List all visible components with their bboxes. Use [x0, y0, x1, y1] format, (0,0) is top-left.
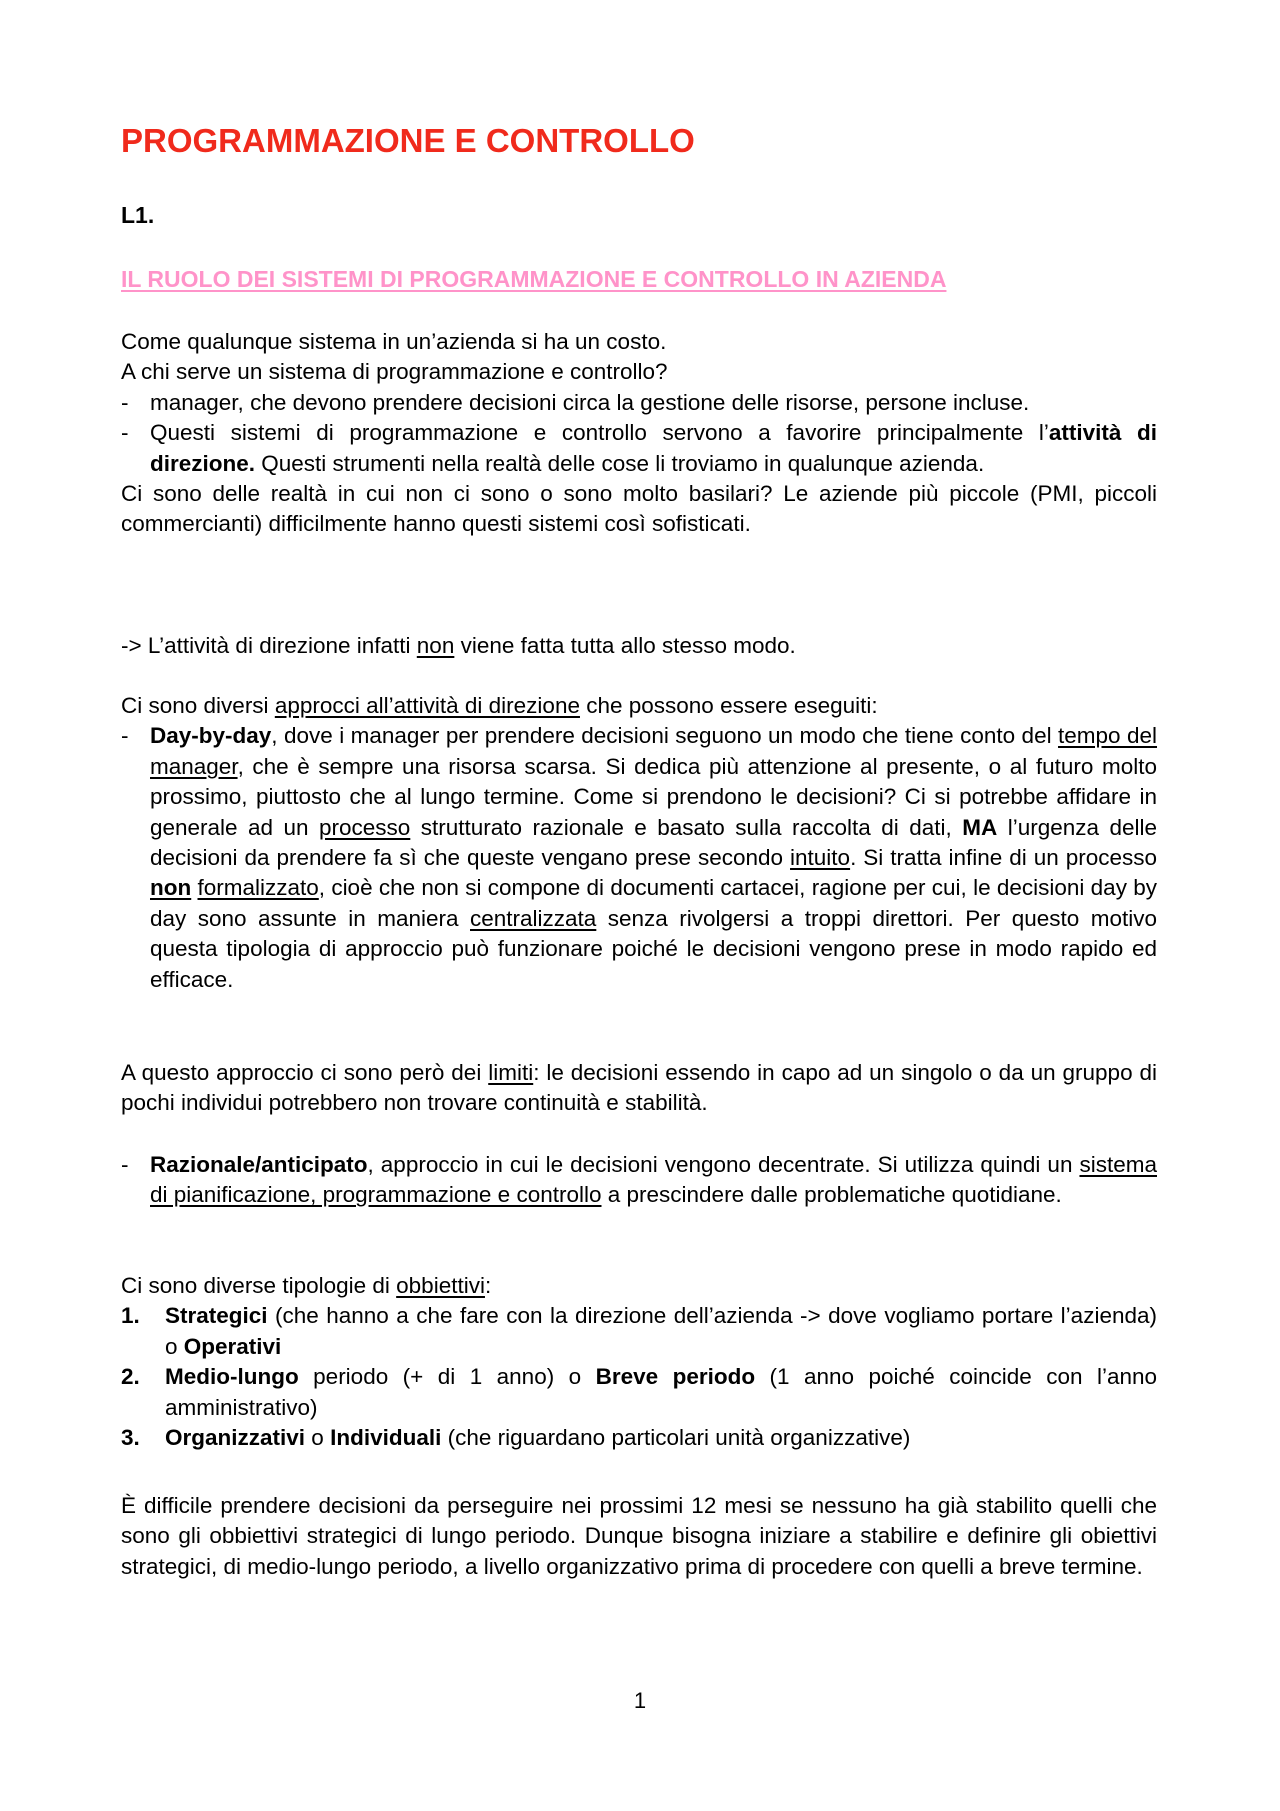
bold-text: Individuali: [330, 1425, 442, 1451]
text-run: , approccio in cui le decisioni vengono decentrate. Si utilizza quindi un: [367, 1152, 1080, 1177]
text-run: È difficile prendere decisioni da perseguire nei prossimi 12 mesi se nessuno ha già stabilito quelli che sono gli obbiettivi strategici di lungo periodo. Dunque bisogna iniziare a stabilire e definire gli obiettivi strategici, di medio-lungo periodo, a livello organizzativo prima di procedere con quelli a breve termine.: [121, 1493, 1157, 1579]
bold-text: Organizzativi: [165, 1425, 306, 1451]
text-run: Questi strumenti nella realtà delle cose li troviamo in qualunque azienda.: [255, 450, 985, 476]
text-run: : le decisioni essendo in capo ad un singolo o da un gruppo di pochi individui potrebbero non trovare continuità e stabilità.: [121, 1060, 1157, 1116]
paragraph: [121, 691, 1157, 721]
paragraph: [121, 1058, 1157, 1119]
bold-text: Operativi: [183, 1333, 282, 1359]
text-run: A questo approccio ci sono però dei: [121, 1060, 489, 1085]
bold-text: Medio-lungo: [165, 1364, 299, 1390]
text-run: A chi serve un sistema di programmazione e controllo?: [121, 359, 668, 385]
text-run: viene fatta tutta allo stesso modo.: [454, 633, 796, 658]
text-run: manager, che devono prendere decisioni circa la gestione delle risorse, persone incluse.: [150, 389, 1030, 415]
paragraph: [121, 479, 1157, 540]
paragraph-block: [121, 1271, 1157, 1453]
bullet-list-item: [121, 1150, 1157, 1211]
numbered-list-item: [121, 1301, 1157, 1362]
underlined-text: limiti: [488, 1060, 534, 1085]
list-marker: 1.: [121, 1303, 140, 1329]
text-run: periodo (+ di 1 anno) o: [298, 1364, 596, 1390]
list-marker: -: [121, 1152, 129, 1177]
underlined-text: non: [416, 633, 455, 658]
paragraph-block: [121, 631, 1157, 661]
underlined-text: approcci all’attività di direzione: [274, 693, 580, 718]
bold-text: non: [150, 875, 192, 901]
text-run: Come qualunque sistema in un’azienda si ha un costo.: [121, 329, 667, 354]
text-run: o: [305, 1425, 331, 1451]
underlined-text: sistema di pianificazione, programmazione e controllo: [150, 1152, 1157, 1208]
bold-text: MA: [962, 814, 998, 840]
text-run: , che è sempre una risorsa scarsa. Si dedica più attenzione al presente, o al futuro molto prossimo, piuttosto che al lungo termine. Come si prendono le decisioni? Ci si potrebbe affidare in generale ad un: [150, 753, 1157, 840]
text-run: . Si tratta infine di un processo: [850, 845, 1157, 871]
text-run: l’urgenza delle decisioni da prendere fa sì che queste vengano prese secondo: [150, 814, 1157, 871]
bold-text: Breve periodo: [595, 1364, 756, 1390]
bullet-list-item: [121, 721, 1157, 995]
underlined-text: processo: [319, 814, 411, 840]
list-marker: -: [121, 723, 129, 749]
text-run: a prescindere dalle problematiche quotidiane.: [601, 1182, 1062, 1208]
paragraph-block: [121, 1150, 1157, 1211]
bold-text: Razionale/anticipato: [150, 1152, 368, 1177]
text-run: -> L’attività di direzione infatti: [121, 633, 417, 658]
text-run: , dove i manager per prendere decisioni seguono un modo che tiene conto del: [271, 723, 1059, 749]
bullet-list-item: [121, 388, 1157, 418]
paragraph: [121, 327, 1157, 357]
list-marker: 2.: [121, 1364, 140, 1390]
paragraph-block: [121, 327, 1157, 540]
list-marker: -: [121, 389, 129, 415]
underlined-text: intuito: [790, 845, 851, 871]
paragraph-block: [121, 691, 1157, 995]
page-number: 1: [633, 1688, 647, 1713]
text-run: Ci sono diversi: [121, 693, 275, 718]
text-run: Questi sistemi di programmazione e controllo servono a favorire principalmente l’: [150, 420, 1049, 446]
text-run: Ci sono delle realtà in cui non ci sono o sono molto basilari? Le aziende più piccole (PMI, piccoli commercianti) difficilmente hanno questi sistemi così sofisticati.: [121, 481, 1157, 537]
underlined-text: centralizzata: [470, 905, 597, 931]
text-run: :: [484, 1273, 492, 1298]
bold-text: Strategici: [165, 1303, 268, 1329]
text-run: , cioè che non si compone di documenti cartacei, ragione per cui, le decisioni day by day sono assunte in maniera: [150, 875, 1157, 931]
paragraph: [121, 631, 1157, 661]
paragraph: [121, 1271, 1157, 1301]
paragraph-block: [121, 1058, 1157, 1119]
text-run: (1 anno poiché coincide con l’anno amministrativo): [165, 1364, 1158, 1420]
bullet-list-item: [121, 418, 1157, 479]
text-run: (che hanno a che fare con la direzione dell’azienda -> dove vogliamo portare l’azienda) o: [165, 1303, 1157, 1359]
list-marker: -: [121, 420, 129, 446]
underlined-text: tempo del manager: [150, 723, 1158, 779]
underlined-text: formalizzato: [197, 875, 319, 901]
document-title: PROGRAMMAZIONE E CONTROLLO: [121, 122, 695, 159]
section-heading: IL RUOLO DEI SISTEMI DI PROGRAMMAZIONE E CONTROLLO IN AZIENDA: [121, 266, 947, 292]
lesson-label: L1.: [121, 202, 155, 228]
paragraph-block: [121, 1491, 1157, 1582]
text-run: che possono essere eseguiti:: [579, 693, 878, 718]
text-run: senza rivolgersi a troppi direttori. Per questo motivo questa tipologia di approccio può funzionare poiché le decisioni vengono prese in modo rapido ed efficace.: [150, 905, 1157, 992]
text-run: (che riguardano particolari unità organizzative): [441, 1425, 911, 1451]
list-marker: 3.: [121, 1425, 140, 1451]
text-run: Ci sono diverse tipologie di: [121, 1273, 397, 1298]
paragraph: [121, 357, 1157, 387]
bold-text: Day-by-day: [150, 723, 272, 749]
text-run: strutturato razionale e basato sulla raccolta di dati,: [410, 814, 963, 840]
numbered-list-item: [121, 1423, 1157, 1453]
paragraph: [121, 1491, 1157, 1582]
bold-text: attività di direzione.: [150, 420, 1157, 476]
numbered-list-item: [121, 1362, 1157, 1423]
underlined-text: obbiettivi: [396, 1273, 485, 1298]
